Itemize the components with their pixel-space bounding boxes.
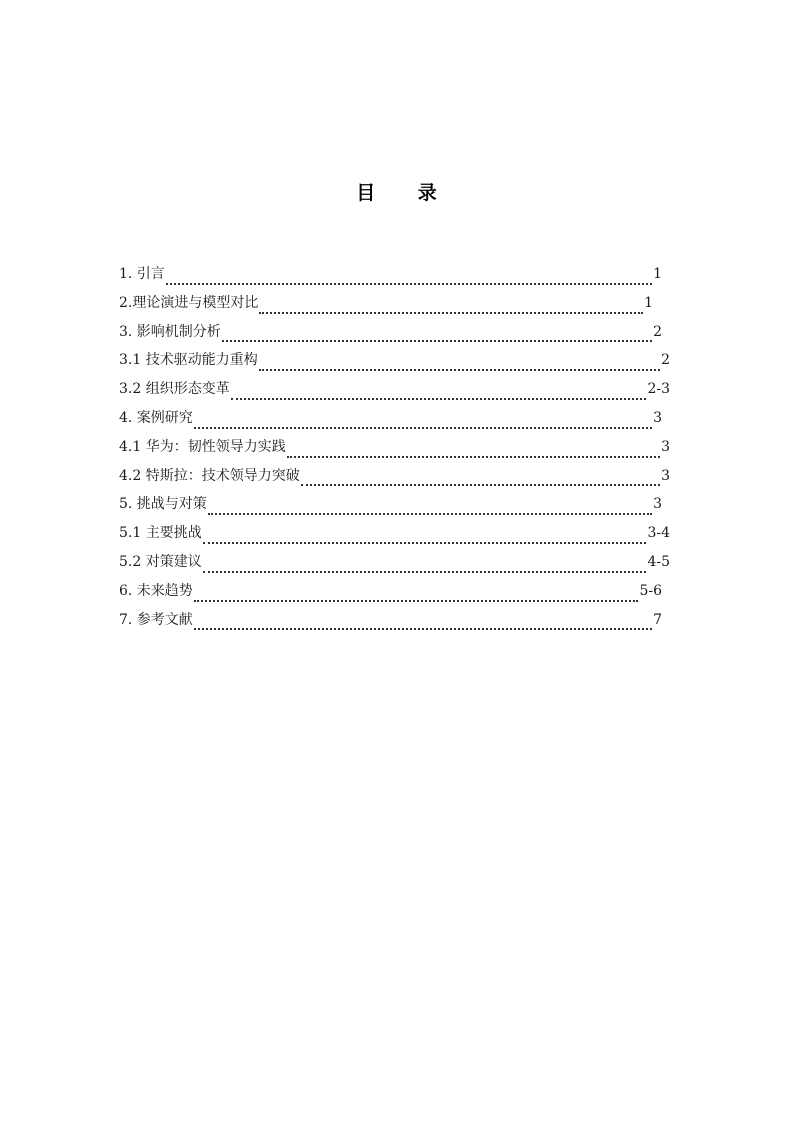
toc-leader-dots	[208, 504, 652, 518]
toc-entry-page: 3-4	[647, 525, 670, 542]
toc-entry-page: 3	[653, 409, 662, 426]
toc-entry-label: 5.2 对策建议	[119, 553, 202, 570]
toc-entry[interactable]	[119, 552, 670, 581]
toc-entry-page: 1	[644, 294, 653, 311]
toc-entry[interactable]	[119, 293, 653, 322]
toc-leader-dots	[259, 360, 660, 374]
toc-entry-page: 3	[661, 438, 670, 455]
toc-leader-dots	[194, 591, 639, 605]
toc-entry-page: 2	[653, 323, 662, 340]
toc-entry[interactable]	[119, 466, 670, 495]
toc-entry[interactable]	[119, 408, 662, 437]
toc-entry-label: 6. 未来趋势	[119, 582, 193, 599]
toc-leader-dots	[194, 619, 652, 633]
toc-leader-dots	[301, 475, 660, 489]
toc-leader-dots	[166, 274, 652, 288]
toc-entry-label: 7. 参考文献	[119, 611, 193, 628]
toc-leader-dots	[222, 331, 652, 345]
toc-entry-page: 3	[661, 467, 670, 484]
toc-entry[interactable]	[119, 379, 670, 408]
table-of-contents	[119, 264, 671, 638]
toc-leader-dots	[194, 418, 652, 432]
toc-entry-label: 4.2 特斯拉：技术领导力突破	[119, 467, 300, 484]
toc-leader-dots	[231, 389, 647, 403]
toc-entry[interactable]	[119, 523, 670, 552]
toc-entry-page: 2	[661, 352, 670, 369]
toc-entry-label: 2.理论演进与模型对比	[119, 294, 259, 311]
toc-entry-page: 3	[653, 496, 662, 513]
toc-entry-label: 3. 影响机制分析	[119, 323, 221, 340]
toc-entry[interactable]	[119, 322, 662, 351]
toc-entry-label: 1. 引言	[119, 266, 165, 282]
toc-entry-page: 7	[653, 611, 662, 628]
toc-leader-dots	[203, 533, 647, 547]
toc-leader-dots	[287, 447, 660, 461]
toc-entry[interactable]	[119, 581, 662, 610]
toc-entry-page: 5-6	[639, 582, 662, 599]
toc-entry-label: 3.1 技术驱动能力重构	[119, 352, 258, 369]
toc-entry[interactable]	[119, 610, 662, 639]
toc-entry[interactable]	[119, 264, 662, 293]
toc-entry-label: 4. 案例研究	[119, 409, 193, 426]
toc-title: 目 录	[356, 182, 455, 204]
toc-entry[interactable]	[119, 437, 670, 466]
toc-leader-dots	[259, 303, 643, 317]
toc-leader-dots	[203, 562, 647, 576]
toc-entry[interactable]	[119, 350, 670, 379]
toc-entry-page: 2-3	[647, 381, 670, 398]
toc-entry-page: 4-5	[647, 553, 670, 570]
toc-entry-label: 4.1 华为：韧性领导力实践	[119, 438, 286, 455]
toc-entry[interactable]	[119, 494, 662, 523]
toc-entry-label: 5. 挑战与对策	[119, 496, 207, 513]
toc-entry-label: 3.2 组织形态变革	[119, 381, 230, 398]
toc-entry-page: 1	[653, 266, 662, 282]
toc-entry-label: 5.1 主要挑战	[119, 525, 202, 542]
